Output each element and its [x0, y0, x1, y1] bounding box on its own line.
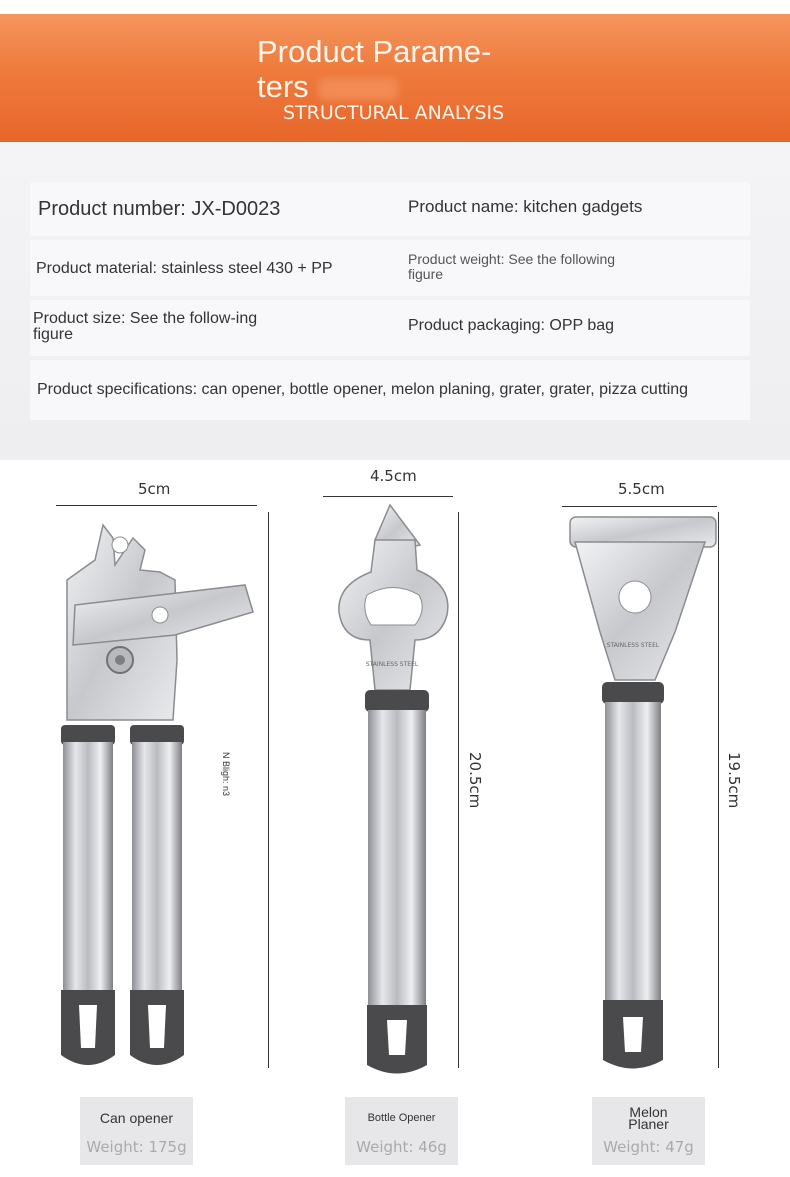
melon-planer-height-line [718, 512, 719, 1068]
param-row-1 [30, 182, 750, 236]
can-opener-height-line [268, 512, 269, 1068]
can-opener-side-note: N Bligh: n3 [221, 752, 231, 797]
product-weight: Product weight: See the following figure [408, 251, 616, 282]
bottle-opener-name: Bottle Opener [367, 1112, 436, 1124]
product-number: Product number: JX-D0023 [38, 198, 281, 220]
product-name: Product name: kitchen gadgets [408, 197, 643, 216]
melon-planer-engraving: STAINLESS STEEL [606, 642, 660, 649]
bottle-opener-height-label: 20.5cm [466, 752, 484, 809]
bottle-opener-weight: Weight: 46g [356, 1138, 447, 1156]
product-material: Product material: stainless steel 430 + PP [36, 260, 333, 277]
parameters-panel [0, 142, 790, 460]
melon-planer-illustration [565, 512, 715, 1077]
can-opener-name: Can opener [99, 1110, 174, 1126]
bottle-opener-height-line [458, 512, 459, 1068]
param-row-3 [30, 300, 750, 356]
can-opener-width-line [56, 505, 257, 506]
param-row-2 [30, 240, 750, 296]
product-specifications: Product specifications: can opener, bottle opener, melon planing, grater, grater, pizza cutting [37, 381, 689, 398]
product-size: Product size: See the follow-ing figure [33, 310, 258, 343]
melon-planer-width-line [562, 506, 717, 507]
bottle-opener-caption [345, 1097, 458, 1165]
banner-title: Product Parame-ters [257, 34, 492, 104]
can-opener-width-label: 5cm [138, 480, 171, 498]
melon-planer-width-label: 5.5cm [618, 480, 665, 498]
bottle-opener-width-line [323, 496, 453, 497]
melon-planer-caption [592, 1097, 705, 1165]
can-opener-weight: Weight: 175g [86, 1138, 187, 1156]
melon-planer-height-label: 19.5cm [725, 752, 743, 809]
bottle-opener-width-label: 4.5cm [370, 467, 417, 485]
param-row-4 [30, 360, 750, 420]
can-opener-caption [80, 1097, 193, 1165]
header-banner [0, 14, 790, 142]
melon-planer-name: Melon Planer [628, 1104, 669, 1132]
can-opener-illustration [55, 520, 260, 1075]
bottle-opener-illustration [335, 500, 455, 1075]
melon-planer-weight: Weight: 47g [603, 1138, 694, 1156]
banner-subtitle: STRUCTURAL ANALYSIS [283, 102, 505, 124]
product-packaging: Product packaging: OPP bag [408, 317, 615, 334]
bottle-opener-engraving: STAINLESS STEEL [365, 661, 419, 668]
